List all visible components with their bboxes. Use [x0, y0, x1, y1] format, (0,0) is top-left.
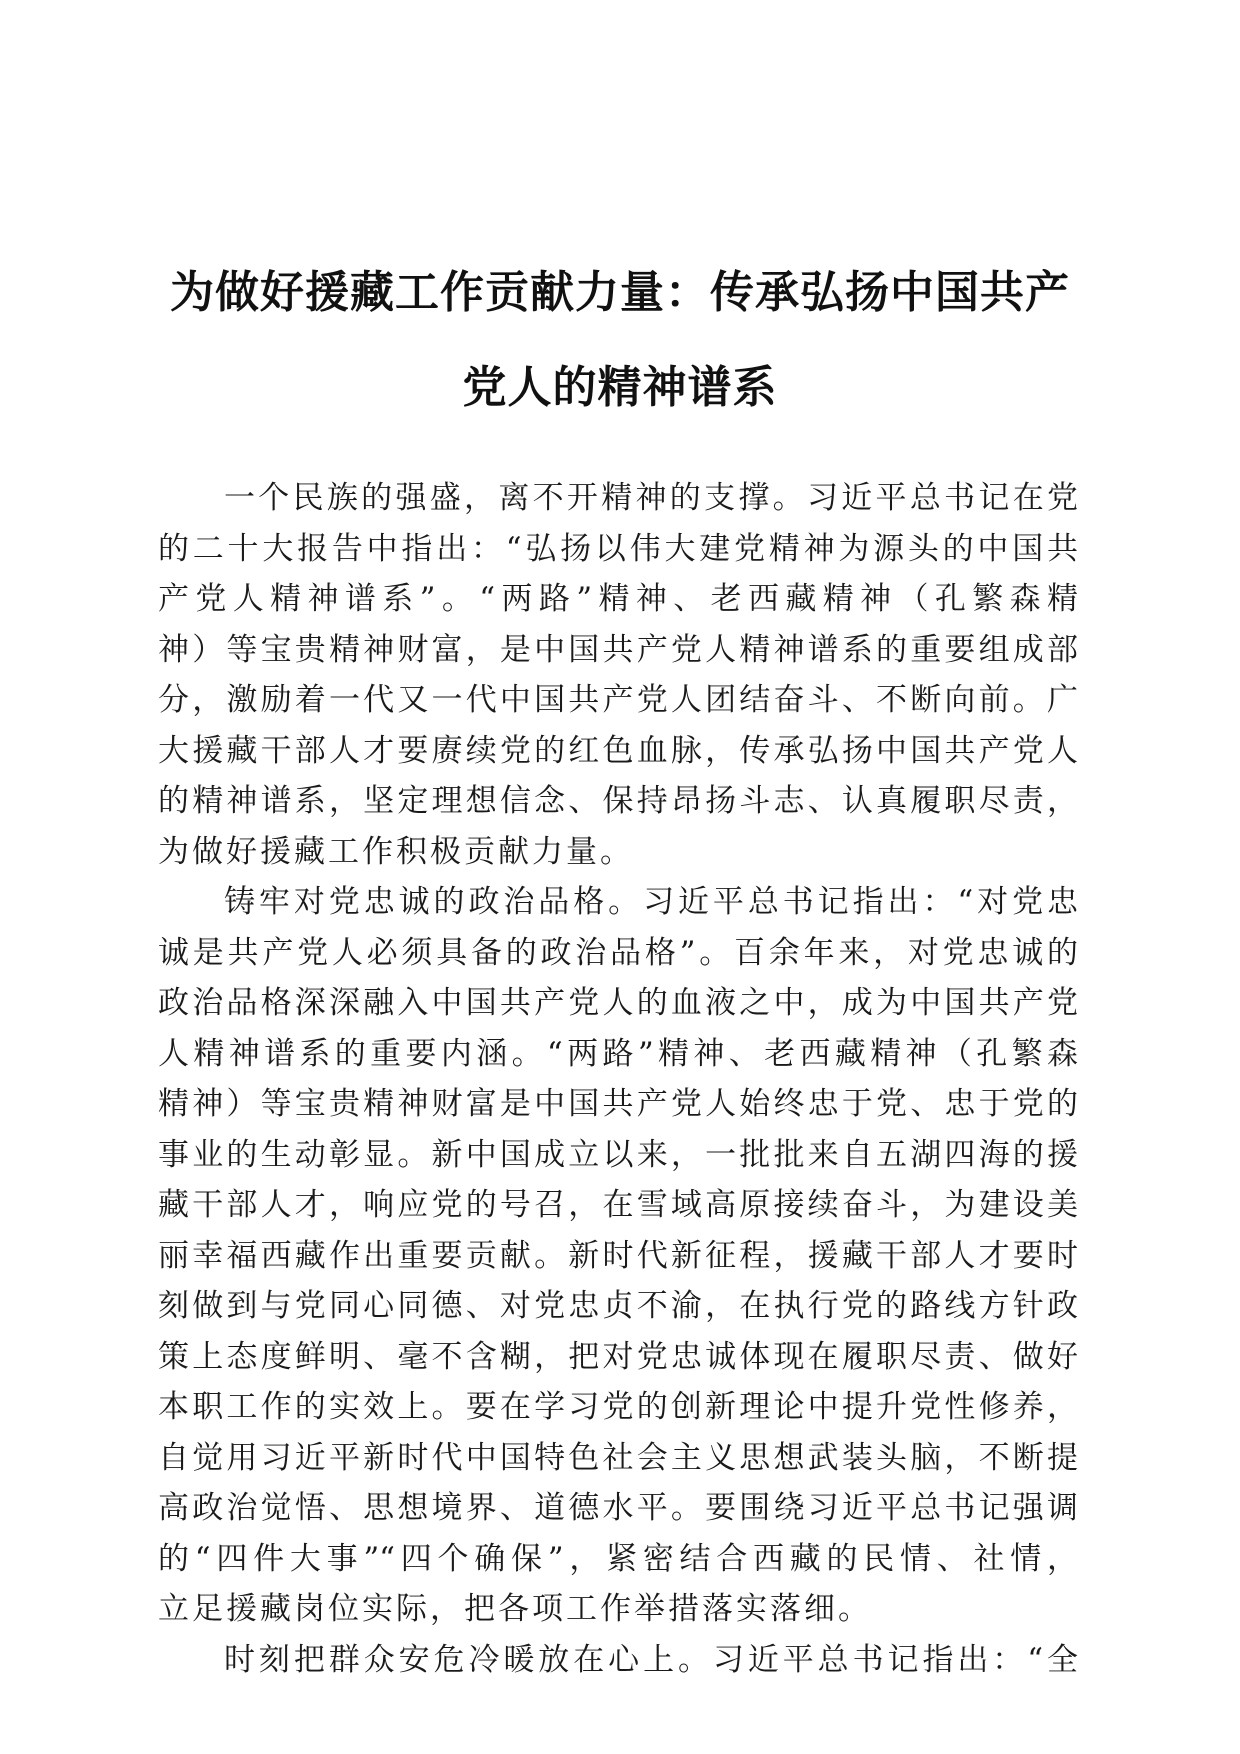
document-title: [150, 245, 1090, 435]
paragraph-line: 人精神谱系的重要内涵。“两路”精神、老西藏精神（孔繁森: [158, 1035, 1078, 1072]
paragraph-line: 的精神谱系，坚定理想信念、保持昂扬斗志、认真履职尽责，: [158, 783, 1078, 819]
paragraph-line: 一个民族的强盛，离不开精神的支撑。习近平总书记在党: [224, 480, 1078, 516]
paragraph-1: [158, 473, 1078, 877]
paragraph-line: 政治品格深深融入中国共产党人的血液之中，成为中国共产党: [158, 985, 1078, 1021]
paragraph-line: 的二十大报告中指出：“弘扬以伟大建党精神为源头的中国共: [158, 530, 1078, 567]
paragraph-line: 藏干部人才，响应党的号召，在雪域高原接续奋斗，为建设美: [158, 1187, 1078, 1223]
paragraph-line: 刻做到与党同心同德、对党忠贞不渝，在执行党的路线方针政: [158, 1288, 1078, 1324]
paragraph-line: 产党人精神谱系”。“两路”精神、老西藏精神（孔繁森精: [158, 581, 1078, 617]
paragraph-line: 立足援藏岗位实际，把各项工作举措落实落细。: [158, 1591, 872, 1627]
title-line-2: 党人的精神谱系: [462, 362, 778, 413]
paragraph-line: 策上态度鲜明、毫不含糊，把对党忠诚体现在履职尽责、做好: [158, 1338, 1078, 1375]
paragraph-line: 丽幸福西藏作出重要贡献。新时代新征程，援藏干部人才要时: [158, 1237, 1078, 1274]
paragraph-line: 本职工作的实效上。要在学习党的创新理论中提升党性修养，: [158, 1389, 1078, 1425]
paragraph-line: 时刻把群众安危冷暖放在心上。习近平总书记指出：“全: [224, 1641, 1078, 1678]
paragraph-line: 自觉用习近平新时代中国特色社会主义思想武装头脑，不断提: [158, 1439, 1078, 1476]
paragraph-line: 分，激励着一代又一代中国共产党人团结奋斗、不断向前。广: [158, 682, 1078, 718]
document-body: [158, 473, 1078, 1685]
paragraph-line: 诚是共产党人必须具备的政治品格”。百余年来，对党忠诚的: [158, 934, 1078, 971]
paragraph-line: 的“四件大事”“四个确保”，紧密结合西藏的民情、社情，: [158, 1540, 1078, 1577]
paragraph-line: 神）等宝贵精神财富，是中国共产党人精神谱系的重要组成部: [158, 631, 1078, 668]
paragraph-line: 事业的生动彰显。新中国成立以来，一批批来自五湖四海的援: [158, 1136, 1078, 1173]
paragraph-3: [158, 1635, 1078, 1686]
paragraph-line: 精神）等宝贵精神财富是中国共产党人始终忠于党、忠于党的: [158, 1086, 1078, 1122]
paragraph-line: 为做好援藏工作积极贡献力量。: [158, 833, 634, 870]
paragraph-line: 高政治觉悟、思想境界、道德水平。要围绕习近平总书记强调: [158, 1490, 1078, 1526]
title-line-1: 为做好援藏工作贡献力量：传承弘扬中国共产: [170, 267, 1070, 318]
paragraph-line: 大援藏干部人才要赓续党的红色血脉，传承弘扬中国共产党人: [158, 732, 1078, 769]
paragraph-2: [158, 877, 1078, 1635]
paragraph-line: 铸牢对党忠诚的政治品格。习近平总书记指出：“对党忠: [224, 884, 1078, 920]
